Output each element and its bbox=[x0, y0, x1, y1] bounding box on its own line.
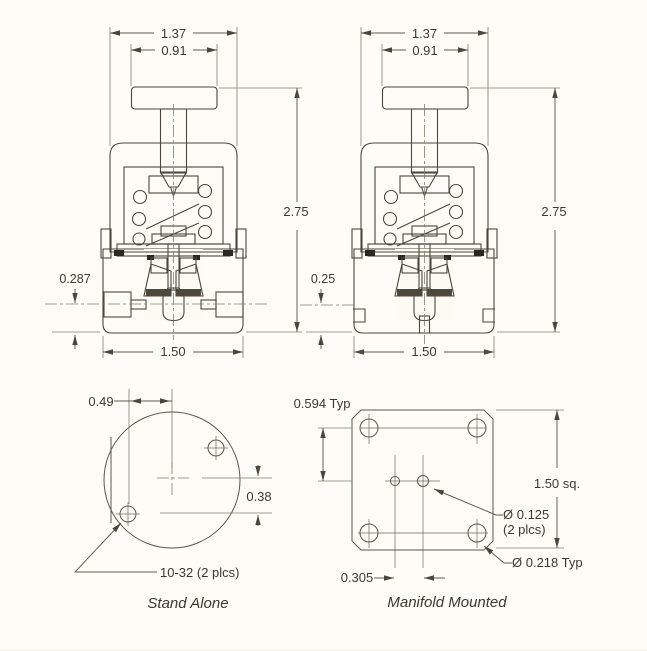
dim-hole-offset-y: 0.38 bbox=[246, 489, 272, 504]
bottom-view-manifold bbox=[294, 396, 583, 611]
dim-hole-offset-x: 0.49 bbox=[88, 394, 114, 409]
dim-body-width: 1.50 bbox=[160, 344, 186, 359]
dim-overall-height: 2.75 bbox=[541, 204, 567, 219]
dim-port-height: 0.287 bbox=[59, 272, 91, 286]
caption-manifold-mounted: Manifold Mounted bbox=[387, 594, 507, 611]
mounting-hole-lower-left bbox=[116, 502, 140, 526]
dim-overall-height: 2.75 bbox=[283, 204, 309, 219]
dim-body-width: 1.50 bbox=[411, 344, 437, 359]
bottom-view-stand-alone bbox=[75, 389, 272, 612]
section-view-manifold bbox=[300, 26, 567, 359]
dim-base-height: 0.25 bbox=[310, 272, 336, 286]
hole-centerlines bbox=[358, 414, 488, 568]
mount-hole-diameter-callout: Ø 0.218 Typ bbox=[512, 555, 583, 570]
center-mark bbox=[157, 462, 189, 495]
port-diameter-callout-line1: Ø 0.125 bbox=[503, 507, 550, 522]
dim-square: 1.50 sq. bbox=[533, 476, 581, 491]
dim-cap-width: 0.91 bbox=[412, 43, 438, 58]
dim-row-offset: 0.594 Typ bbox=[293, 396, 351, 411]
dimensions-bottom-manifold bbox=[294, 396, 583, 585]
caption-stand-alone: Stand Alone bbox=[147, 595, 229, 612]
dim-port-spacing: 0.305 bbox=[340, 570, 374, 585]
mounting-plate-outline bbox=[352, 410, 493, 550]
dim-cap-width: 0.91 bbox=[161, 43, 187, 58]
section-view-stand-alone bbox=[45, 26, 309, 359]
dim-cap-outer-width: 1.37 bbox=[411, 26, 438, 41]
port-diameter-callout-line2: (2 plcs) bbox=[503, 522, 546, 537]
dim-cap-outer-width: 1.37 bbox=[160, 26, 187, 41]
thread-callout: 10-32 (2 plcs) bbox=[160, 565, 240, 580]
mounting-hole-upper-right bbox=[204, 436, 228, 460]
